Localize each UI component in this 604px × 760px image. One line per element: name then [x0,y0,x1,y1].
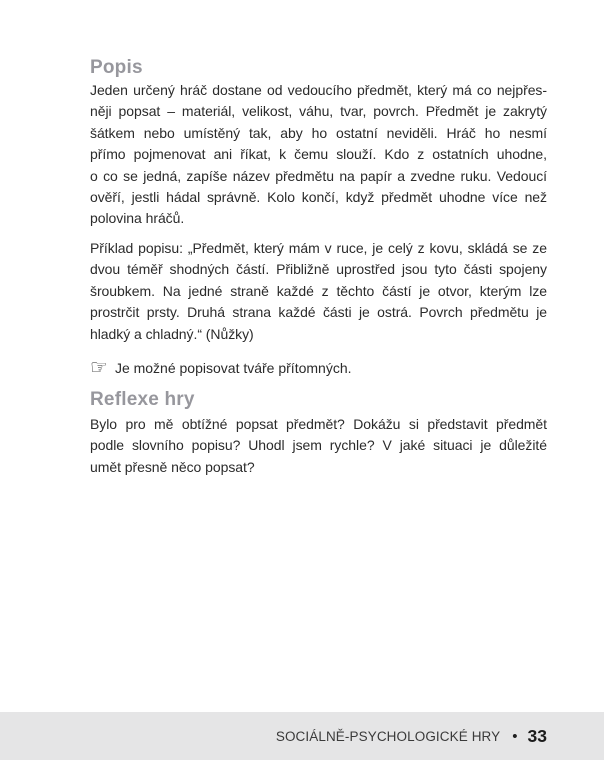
footer-band [0,712,604,760]
text-line: ověří, jestli hádal správně. Kolo končí, když předmět uhodne více než [90,188,547,205]
text-line: o co se jedná, zapíše název předmětu na papír a zvedne ruku. Vedoucí [90,167,547,184]
text-line: šátkem nebo umístěný tak, aby ho ostatní neviděli. Hráč ho nesmí [90,124,547,141]
tip-text: Je možné popisovat tváře přítomných. [114,360,352,376]
tip-row [90,358,547,379]
paragraph-reflection [90,414,547,478]
text-line: Příklad popisu: „Předmět, který mám v ruce, je celý z kovu, skládá se ze [90,240,547,256]
footer-bullet-separator: • [512,727,518,745]
text-line: hladký a chladný.“ (Nůžky) [90,325,254,342]
section-heading-popis: Popis [90,57,143,78]
paragraph-description [90,80,547,230]
text-line: šroubkem. Na jedné straně každé z těchto částí je otvor, kterým lze [90,282,547,299]
text-line: podle slovního popisu? Uhodl jsem rychle? V jaké situaci je důležité [90,437,547,454]
text-line: přímo pojmenovat ani říkat, k čemu slouží. Kdo z ostatních uhodne, [90,146,547,163]
text-line: Bylo pro mě obtížné popsat předmět? Dokážu si představit předmět [90,416,547,432]
text-line: polovina hráčů. [90,210,185,227]
section-heading-reflexe: Reflexe hry [90,389,195,410]
text-line: Jeden určený hráč dostane od vedoucího předmět, který má co nejpřes- [90,82,547,98]
footer-book-section: SOCIÁLNĚ-PSYCHOLOGICKÉ HRY [275,728,501,744]
text-line: prostrčit prsty. Druhá strana každé části je ostrá. Povrch předmětu je [90,304,547,321]
text-line: něji popsat – materiál, velikost, váhu, tvar, povrch. Předmět je zakrytý [90,103,547,120]
text-line: dvou téměř shodných částí. Přibližně uprostřed jsou tyto části spojeny [90,261,547,278]
text-line: umět přesně něco popsat? [90,458,255,475]
footer-page-number: 33 [527,725,547,746]
pointing-hand-icon: ☞ [90,356,108,379]
paragraph-example [90,238,547,345]
